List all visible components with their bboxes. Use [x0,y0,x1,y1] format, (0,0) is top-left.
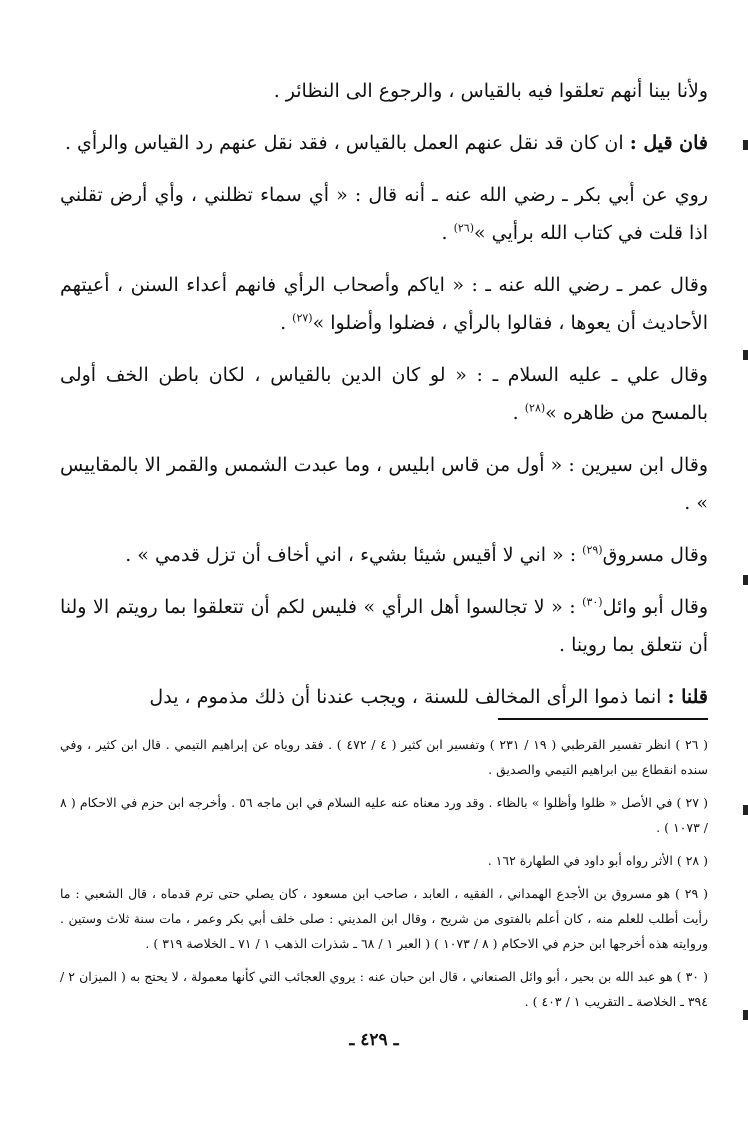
paragraph-1: ولأنا بينا أنهم تعلقوا فيه بالقياس ، والرجوع الى النظائر . [273,80,708,102]
paragraph-9-text: انما ذموا الرأى المخالف للسنة ، ويجب عندنا أن ذلك مذموم ، يدل [149,686,668,708]
footnote-ref-27: (٢٧) [292,311,313,325]
paragraph-4 [60,266,708,342]
margin-mark [743,140,748,150]
margin-mark [743,805,748,815]
paragraph-2 [60,124,708,162]
footnote-28: ( ٢٨ ) الأثر رواه أبو داود في الطهارة ١٦٢ . [487,853,708,868]
paragraph-3 [60,176,708,252]
paragraph-5 [60,356,708,432]
paragraph-6: وقال ابن سيرين : « أول من قاس ابليس ، وما عبدت الشمس والقمر الا بالمقاييس » . [60,454,708,514]
paragraph-5-text: وقال علي ـ عليه السلام ـ : « لو كان الدين بالقياس ، لكان باطن الخف أولى بالمسح من ظاهره » [60,364,708,424]
margin-mark [743,350,748,360]
paragraph-7 [60,536,708,574]
footnote-27: ( ٢٧ ) في الأصل « ظلوا وأظلوا » بالظاء . وقد ورد معناه عنه عليه السلام في ابن ماجه ٥٦ . وأخرجه ابن حزم في الاحكام ( ٨ / ١٠٧٣ ) . [60,795,708,835]
reply-lead: قلنا : [667,686,708,708]
paragraph-3-text: روي عن أبي بكر ـ رضي الله عنه ـ أنه قال : « أي سماء تظلني ، وأي أرض تقلني اذا قلت في كتاب الله برأيي » [60,184,708,244]
paragraph-9 [60,678,708,716]
paragraph-8 [60,588,708,664]
paragraph-7-after: : « اني لا أقيس شيئا بشيء ، اني أخاف أن تزل قدمي » . [125,544,583,566]
footnote-divider [498,718,708,720]
footnote-ref-26: (٢٦) [453,221,474,235]
footnote-29: ( ٢٩ ) هو مسروق بن الأجدع الهمداني ، الفقيه ، العابد ، صاحب ابن مسعود ، كان يصلي حتى ترم قدماه ، قال الشعبي : ما رأيت أطلب للعلم منه ، كان أعلم بالفتوى من شريح ، وقال ابن المديني : صلى خلف أبي بكر وعمر ، مات سنة ثلاث وستين . وروايته هذه أخرجها ابن حزم في الاحكام ( ٨ / ١٠٧٣ ) ( العبر ١ / ٦٨ ـ شذرات الذهب ١ / ٧١ ـ الخلاصة ٣١٩ ) . [60,886,709,951]
paragraph-5-end: . [512,402,525,424]
footnote-26: ( ٢٦ ) انظر تفسير القرطبي ( ١٩ / ٢٣١ ) وتفسير ابن كثير ( ٤ / ٤٧٢ ) . فقد روياه عن إبراهيم التيمي . قال ابن كثير ، وفي سنده انقطاع بين ابراهيم التيمي والصديق . [60,737,708,777]
page-text [60,72,708,1022]
paragraph-7-before: وقال مسروق [602,544,708,566]
footnote-ref-30: (٣٠) [582,595,603,609]
margin-mark [743,575,748,585]
paragraph-8-before: وقال أبو وائل [602,596,708,618]
footnote-ref-28: (٢٨) [524,401,546,415]
page-number: ـ ٤٢٩ ـ [349,1030,399,1050]
margin-mark [743,1010,748,1020]
objection-lead: فان قيل : [629,132,708,154]
footnote-ref-29: (٢٩) [582,543,603,557]
paragraph-2-text: ان كان قد نقل عنهم العمل بالقياس ، فقد نقل عنهم رد القياس والرأي . [64,132,630,154]
footnote-30: ( ٣٠ ) هو عبد الله بن بحير ، أبو وائل الصنعاني ، قال ابن حبان عنه : يروي العجائب التي كأنها معمولة ، لا يحتج به ( الميزان ٢ / ٣٩٤ ـ الخلاصة ـ التقريب ١ / ٤٠٣ ) . [60,969,708,1009]
paragraph-8-after: : « لا تجالسوا أهل الرأي » فليس لكم أن تتعلقوا بما رويتم الا ولنا أن نتعلق بما روينا . [60,596,708,656]
paragraph-4-end: . [280,312,293,334]
paragraph-3-end: . [441,222,454,244]
paragraph-4-text: وقال عمر ـ رضي الله عنه ـ : « اياكم وأصحاب الرأي فانهم أعداء السنن ، أعيتهم الأحاديث أن يعوها ، فقالوا بالرأي ، فضلوا وأضلوا » [60,274,708,334]
